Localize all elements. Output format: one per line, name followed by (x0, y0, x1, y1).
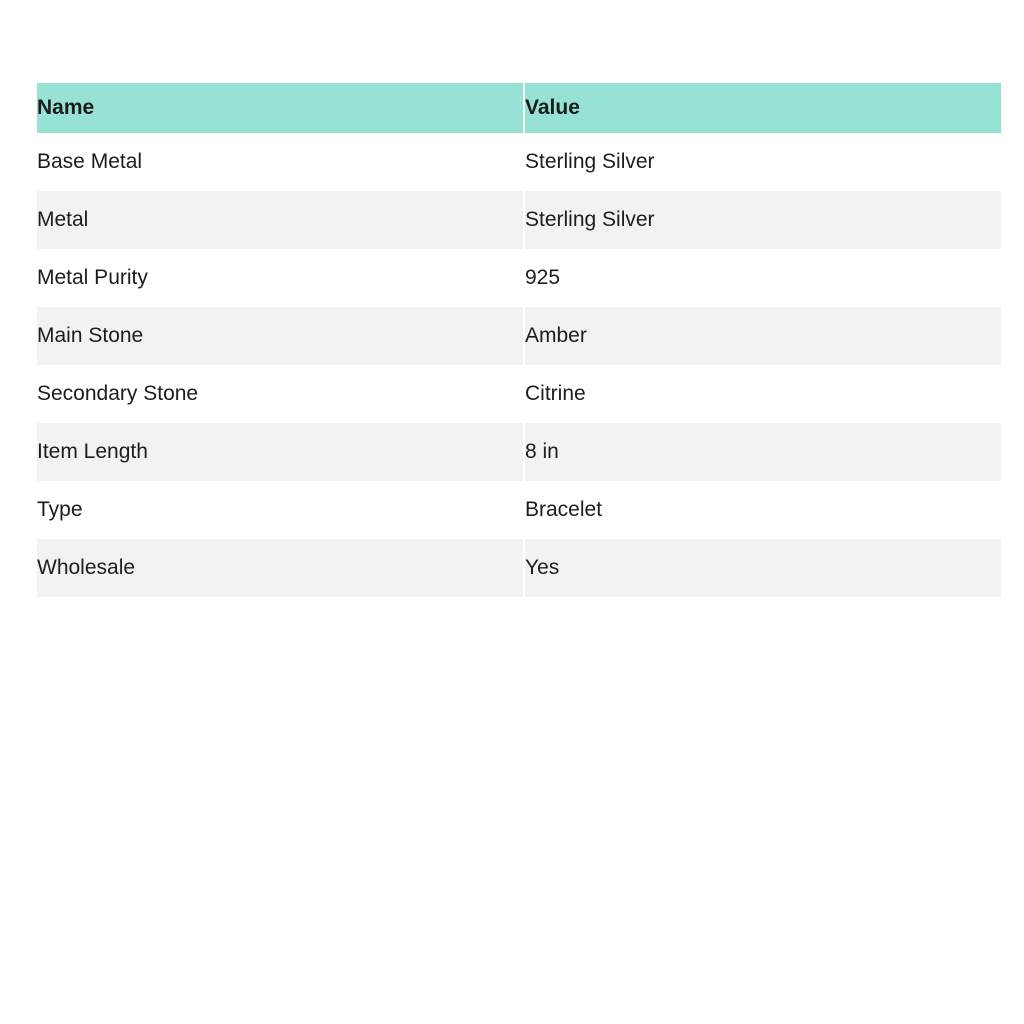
attribute-name-cell: Type (37, 481, 523, 539)
table-row (37, 307, 1001, 365)
header-row (37, 83, 1001, 133)
table-row (37, 191, 1001, 249)
table-row (37, 423, 1001, 481)
attribute-name-cell: Item Length (37, 423, 523, 481)
table-row (37, 133, 1001, 191)
header-cell-name: Name (37, 83, 523, 133)
attribute-value-cell: Bracelet (523, 481, 1001, 539)
attribute-name-cell: Secondary Stone (37, 365, 523, 423)
table-row (37, 365, 1001, 423)
spec-table (37, 83, 1001, 597)
table-row (37, 481, 1001, 539)
attribute-value-cell: Yes (523, 539, 1001, 597)
attribute-value-cell: Sterling Silver (523, 191, 1001, 249)
attribute-value-cell: Amber (523, 307, 1001, 365)
header-cell-value: Value (523, 83, 1001, 133)
spec-table-body (37, 133, 1001, 597)
attribute-name-cell: Main Stone (37, 307, 523, 365)
table-row (37, 539, 1001, 597)
attribute-name-cell: Wholesale (37, 539, 523, 597)
product-spec-table (37, 83, 1001, 597)
attribute-name-cell: Metal Purity (37, 249, 523, 307)
attribute-value-cell: Sterling Silver (523, 133, 1001, 191)
table-row (37, 249, 1001, 307)
attribute-value-cell: Citrine (523, 365, 1001, 423)
attribute-name-cell: Metal (37, 191, 523, 249)
attribute-name-cell: Base Metal (37, 133, 523, 191)
attribute-value-cell: 8 in (523, 423, 1001, 481)
attribute-value-cell: 925 (523, 249, 1001, 307)
spec-table-header (37, 83, 1001, 133)
